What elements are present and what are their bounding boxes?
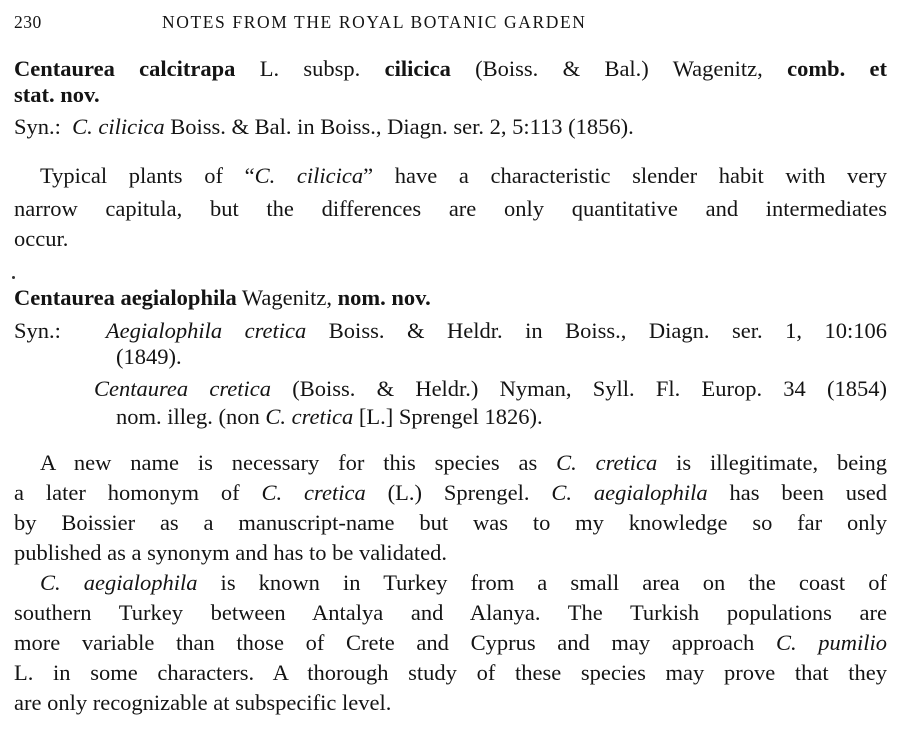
entry1-paragraph-line2: narrow capitula, but the differences are only quantitative and intermediates — [14, 196, 887, 221]
print-speck — [12, 276, 15, 279]
text-span: is known in Turkey from a small area on the coast of — [197, 570, 887, 595]
species-name: C. aegialophila — [40, 570, 198, 595]
entry2-paragraph2-line2: southern Turkey between Antalya and Alanya. The Turkish populations are — [14, 600, 887, 625]
species-name: C. cilicica — [254, 163, 364, 188]
entry1-paragraph-line1 — [40, 163, 887, 189]
synonym-citation: (Boiss. & Heldr.) Nyman, Syll. Fl. Europ. 34 (1854) — [271, 376, 887, 401]
entry2-paragraph1-line1 — [40, 450, 887, 476]
taxon-name: Centaurea aegialophila — [14, 285, 237, 310]
text-span: has been used — [707, 480, 888, 505]
taxon-name: Centaurea calcitrapa — [14, 56, 236, 81]
entry2-paragraph2-line5: are only recognizable at subspecific level. — [14, 690, 392, 715]
species-name: C. cretica — [556, 450, 658, 475]
entry2-paragraph1-line3: by Boissier as a manuscript-name but was to my knowledge so far only — [14, 510, 887, 535]
entry1-heading-line2 — [14, 82, 100, 108]
synonym-citation: Boiss. & Bal. in Boiss., Diagn. ser. 2, 5:113 (1856). — [164, 114, 634, 139]
text-span: Typical plants of “ — [40, 163, 255, 188]
entry1-heading-line1 — [14, 56, 887, 82]
running-header — [14, 9, 587, 35]
entry2-paragraph1-line4: published as a synonym and has to be validated. — [14, 540, 448, 565]
entry2-synonym2-cont — [116, 404, 543, 430]
subspecies-name: cilicica — [384, 56, 451, 81]
text-span: A new name is necessary for this species as — [40, 450, 557, 475]
entry2-synonym1 — [14, 318, 887, 344]
text-span: is illegitimate, being — [657, 450, 888, 475]
entry2-paragraph2-line4: L. in some characters. A thorough study of these species may prove that they — [14, 660, 887, 685]
synonym-name: C. cilicica — [72, 114, 165, 139]
taxon-author: (Boiss. & Bal.) Wagenitz, — [450, 56, 788, 81]
entry2-synonym1-cont: (1849). — [116, 344, 182, 369]
synonym-label: Syn.: — [14, 318, 61, 343]
text-span: [L.] Sprengel 1826). — [353, 404, 543, 429]
page-number: 230 — [14, 12, 42, 32]
text-span: a later homonym of — [14, 480, 262, 505]
entry2-paragraph2-line1 — [40, 570, 887, 596]
text-span: (L.) Sprengel. — [365, 480, 552, 505]
entry1-synonym — [14, 114, 634, 140]
synonym-name: Aegialophila cretica — [105, 318, 307, 343]
species-name: C. cretica — [261, 480, 366, 505]
text-span: nom. illeg. (non — [116, 404, 266, 429]
nomenclature-status: stat. nov. — [14, 82, 100, 107]
species-name: C. aegialophila — [551, 480, 708, 505]
entry2-paragraph1-line2 — [14, 480, 887, 506]
taxon-author: L. subsp. — [235, 56, 385, 81]
species-name: C. cretica — [265, 404, 354, 429]
running-title: NOTES FROM THE ROYAL BOTANIC GARDEN — [162, 12, 587, 32]
entry2-paragraph2-line3 — [14, 630, 887, 656]
taxon-author: Wagenitz, — [236, 285, 338, 310]
synonym-name: Centaurea cretica — [94, 376, 272, 401]
synonym-citation: Boiss. & Heldr. in Boiss., Diagn. ser. 1, 10:106 — [306, 318, 888, 343]
entry1-paragraph-line3: occur. — [14, 226, 69, 251]
entry2-heading — [14, 285, 431, 311]
nomenclature-status: comb. et — [787, 56, 887, 81]
text-span: more variable than those of Crete and Cyprus and may approach — [14, 630, 776, 655]
species-name: C. pumilio — [775, 630, 887, 655]
text-span: ” have a characteristic slender habit with very — [363, 163, 887, 188]
synonym-label: Syn.: — [14, 114, 61, 139]
entry2-synonym2 — [94, 376, 887, 402]
nomenclature-status: nom. nov. — [337, 285, 431, 310]
